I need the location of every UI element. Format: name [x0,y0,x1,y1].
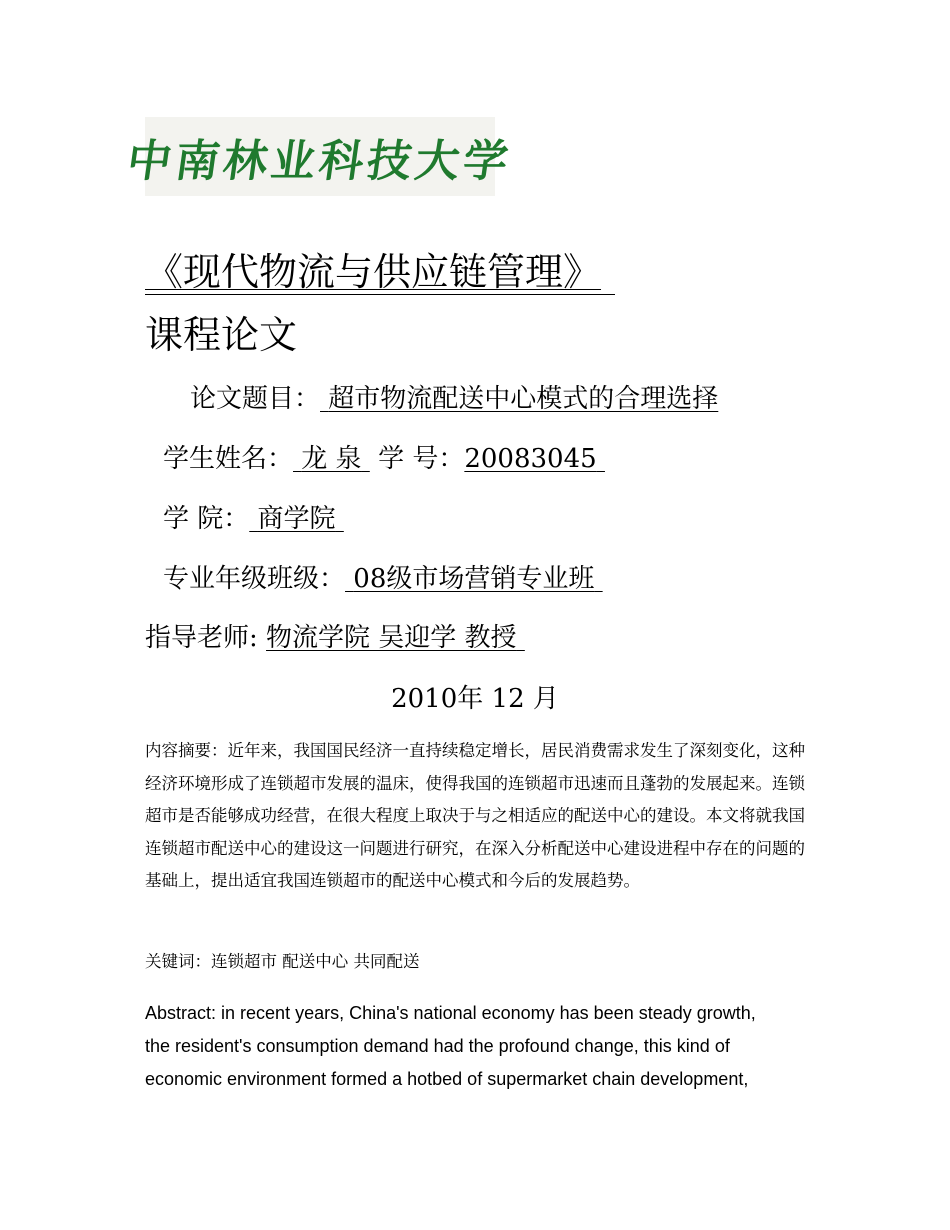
name-label: 学生姓名： [163,444,294,474]
topic-label: 论文题目： [190,384,321,414]
topic-field [190,383,718,415]
logo-calligraphy: 中南林业科技大学 [123,135,515,187]
submission-date: 2010年 12 月 [391,684,559,714]
advisor-label: 指导老师: [145,623,258,653]
student-field [163,443,605,475]
major-value-underlined: 08级市场营销专业班 [353,564,595,594]
english-abstract-line: economic environment formed a hotbed of supermarket chain development, [145,1069,749,1089]
chinese-abstract: 内容摘要：近年来，我国国民经济一直持续稳定增长，居民消费需求发生了深刻变化，这种经济环境形成了连锁超市发展的温床，使得我国的连锁超市迅速而且蓬勃的发展起来。连锁超市是否能够成功经营，在很大程度上取决于与之相适应的配送中心的建设。本文将就我国连锁超市配送中心的建设这一问题进行研究，在深入分析配送中心建设进程中存在的问题的基础上，提出适宜我国连锁超市的配送中心模式和今后的发展趋势。 [145,741,805,890]
paper-type-heading: 课程论文 [145,313,298,357]
id-label: 学 号： [378,444,465,474]
course-title: 《现代物流与供应链管理》 [145,250,615,294]
major-label: 专业年级班级： [163,564,346,594]
topic-value-underlined: 超市物流配送中心模式的合理选择 [328,384,719,414]
id-value-underlined: 20083045 [464,444,597,474]
english-abstract-line: Abstract: in recent years, China's national economy has been steady growth, [145,1003,756,1023]
university-logo [123,117,515,196]
advisor-value-underlined: 物流学院 吴迎学 教授 [266,623,517,653]
college-value-underlined: 商学院 [257,504,336,534]
keywords: 关键词：连锁超市 配送中心 共同配送 [145,952,420,971]
english-abstract [145,997,785,1096]
name-value-underlined: 龙 泉 [301,444,362,474]
advisor-field [145,622,525,654]
major-field [163,563,603,595]
college-label: 学 院： [163,504,250,534]
english-abstract-line: the resident's consumption demand had the profound change, this kind of [145,1036,730,1056]
college-field [163,503,344,535]
